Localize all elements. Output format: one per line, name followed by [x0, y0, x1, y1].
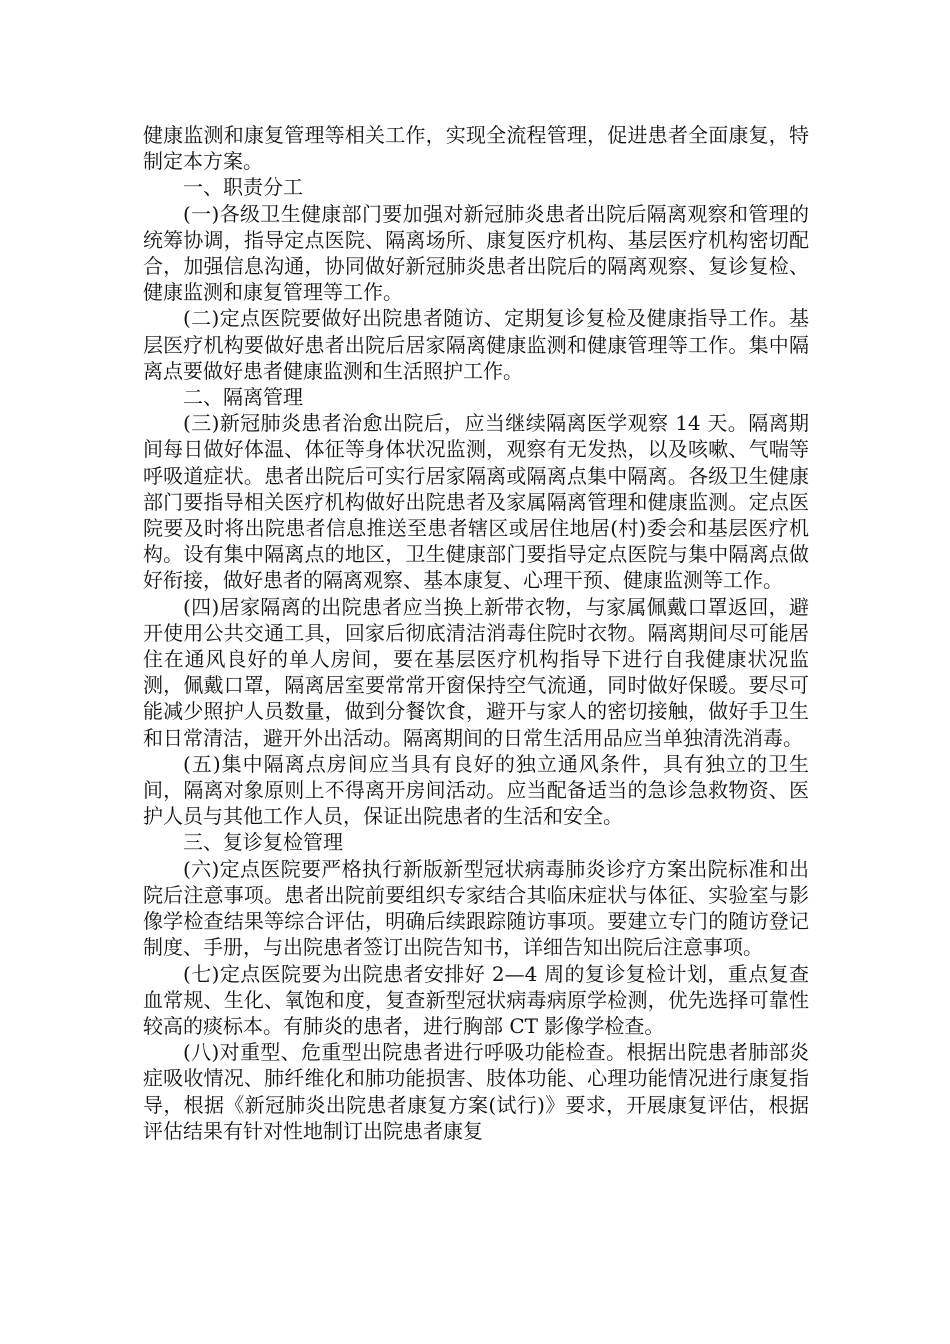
paragraph-item-7: (七)定点医院要为出院患者安排好 2—4 周的复诊复检计划，重点复查血常规、生化、氧饱和度，复查新型冠状病毒病原学检测，优先选择可靠性较高的痰标本。有肺炎的患者，进行胸部 CT 影像学检查。: [143, 961, 809, 1038]
paragraph-item-6: (六)定点医院要严格执行新版新型冠状病毒肺炎诊疗方案出院标准和出院后注意事项。患者出院前要组织专家结合其临床症状与体征、实验室与影像学检查结果等综合评估，明确后续跟踪随访事项。要建立专门的随访登记制度、手册，与出院患者签订出院告知书，详细告知出院后注意事项。: [143, 856, 809, 960]
paragraph-item-8: (八)对重型、危重型出院患者进行呼吸功能检查。根据出院患者肺部炎症吸收情况、肺纤维化和肺功能损害、肢体功能、心理功能情况进行康复指导，根据《新冠肺炎出院患者康复方案(试行)》要求，开展康复评估，根据评估结果有针对性地制订出院患者康复: [143, 1040, 809, 1143]
document-body: [143, 122, 809, 1144]
paragraph-item-5: (五)集中隔离点房间应当具有良好的独立通风条件，具有独立的卫生间，隔离对象原则上不得离开房间活动。应当配备适当的急诊急救物资、医护人员与其他工作人员，保证出院患者的生活和安全。: [143, 751, 809, 829]
paragraph-item-4: (四)居家隔离的出院患者应当换上新带衣物，与家属佩戴口罩返回，避开使用公共交通工具，回家后彻底清洁消毒住院时衣物。隔离期间尽可能居住在通风良好的单人房间，要在基层医疗机构指导下进行自我健康状况监测，佩戴口罩，隔离居室要常常开窗保持空气流通，同时做好保暖。要尽可能减少照护人员数量，做到分餐饮食，避开与家人的密切接触，做好手卫生和日常清洁，避开外出活动。隔离期间的日常生活用品应当单独清洗消毒。: [143, 594, 809, 750]
section-heading-responsibilities: 一、职责分工: [183, 175, 303, 200]
paragraph-item-3: (三)新冠肺炎患者治愈出院后，应当继续隔离医学观察 14 天。隔离期间每日做好体温、体征等身体状况监测，观察有无发热，以及咳嗽、气喘等呼吸道症状。患者出院后可实行居家隔离或隔离点集中隔离。各级卫生健康部门要指导相关医疗机构做好出院患者及家属隔离管理和健康监测。定点医院要及时将出院患者信息推送至患者辖区或居住地居(村)委会和基层医疗机构。设有集中隔离点的地区，卫生健康部门要指导定点医院与集中隔离点做好衔接，做好患者的隔离观察、基本康复、心理干预、健康监测等工作。: [143, 411, 809, 593]
section-heading-isolation: 二、隔离管理: [183, 385, 303, 410]
paragraph-item-2: (二)定点医院要做好出院患者随访、定期复诊复检及健康指导工作。基层医疗机构要做好患者出院后居家隔离健康监测和健康管理等工作。集中隔离点要做好患者健康监测和生活照护工作。: [143, 306, 809, 383]
paragraph-continuation: 健康监测和康复管理等相关工作，实现全流程管理，促进患者全面康复，特制定本方案。: [143, 123, 809, 174]
paragraph-item-1: (一)各级卫生健康部门要加强对新冠肺炎患者出院后隔离观察和管理的统筹协调，指导定点医院、隔离场所、康复医疗机构、基层医疗机构密切配合，加强信息沟通，协同做好新冠肺炎患者出院后的隔离观察、复诊复检、健康监测和康复管理等工作。: [143, 201, 809, 305]
section-heading-followup: 三、复诊复检管理: [183, 830, 343, 855]
